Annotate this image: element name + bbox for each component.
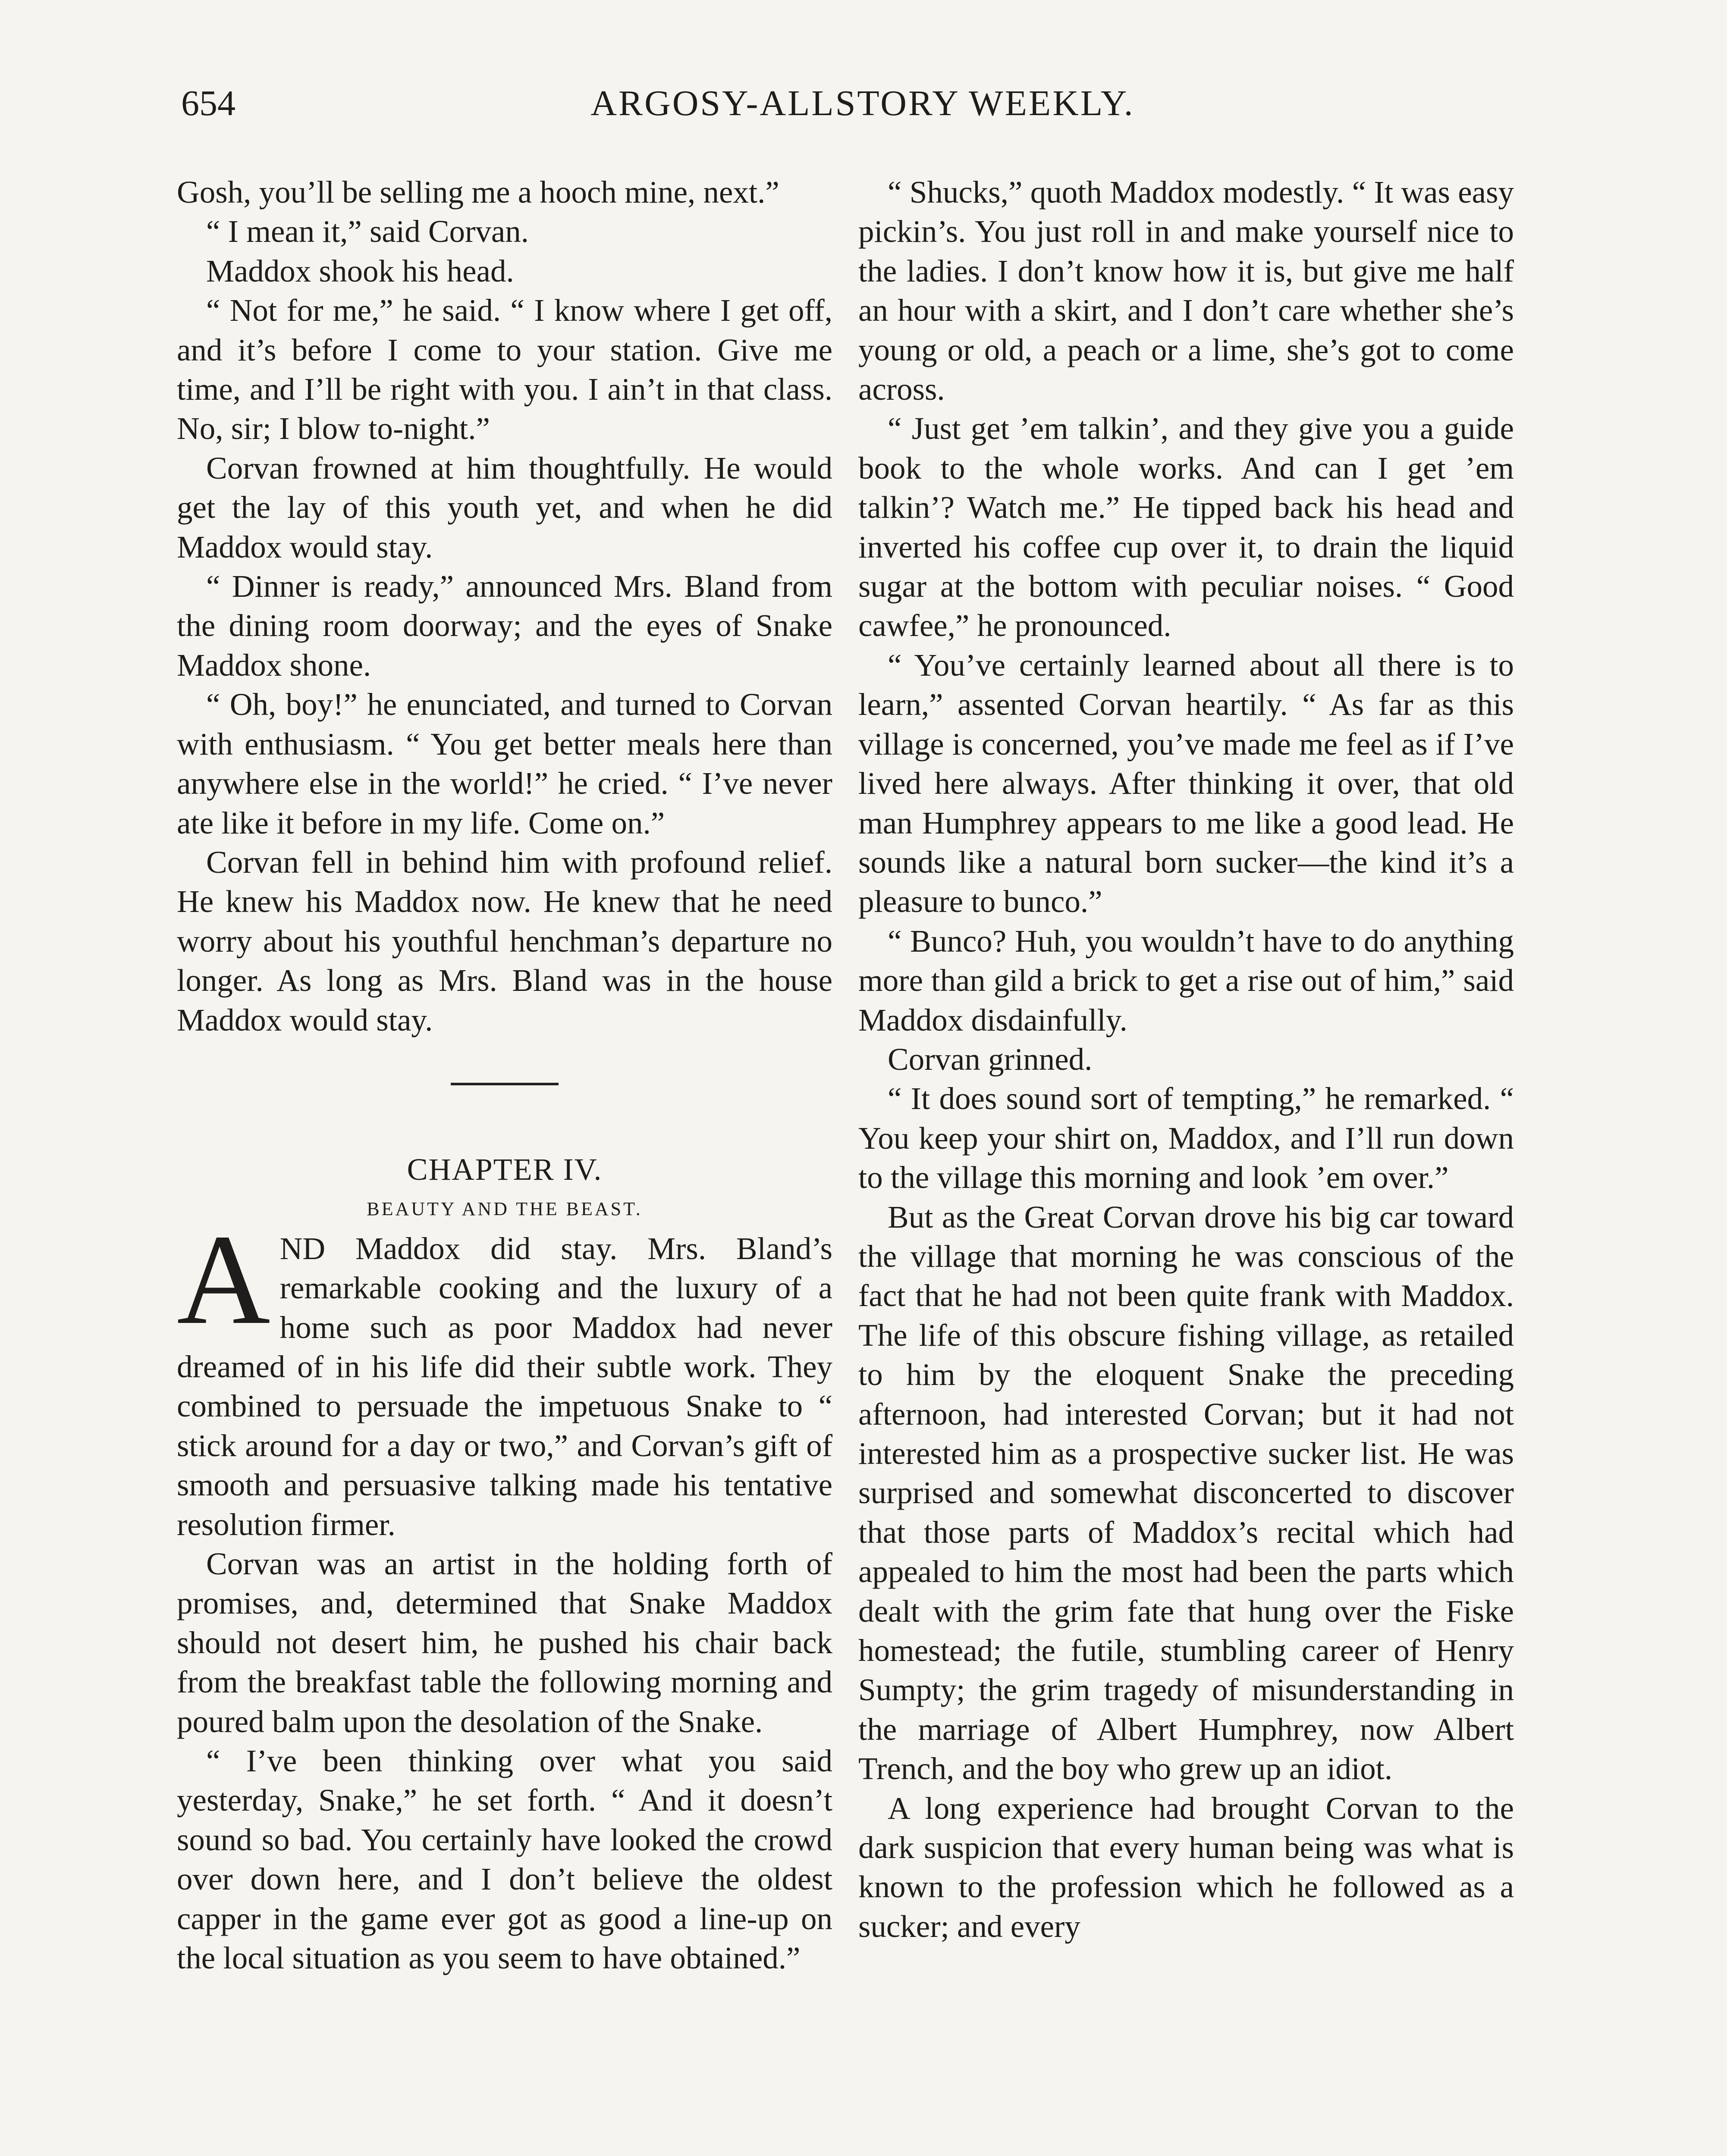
paragraph: Corvan was an artist in the holding forth of promises, and, determined that Snake Maddox should not desert him, he pushed his chair back from the breakfast table the following morning and poured balm upon the desolation of the Snake. [177,1546,832,1739]
paragraph: Corvan fell in behind him with profound relief. He knew his Maddox now. He knew that he need worry about his youthful henchman’s departure no longer. As long as Mrs. Bland was in the house Maddox would stay. [177,844,832,1037]
paragraph: But as the Great Corvan drove his big car toward the village that morning he was conscious of the fact that he had not been quite frank with Maddox. The life of this obscure fishing village, as retailed to him by the eloquent Snake the preceding afternoon, had interested Corvan; but it had not interested him as a prospective sucker list. He was surprised and somewhat disconcerted to discover that those parts of Maddox’s recital which had appealed to him the most had been the parts which dealt with the grim fate that hung over the Fiske homestead; the futile, stumbling career of Henry Sumpty; the grim tragedy of misunderstanding in the marriage of Albert Humphrey, now Albert Trench, and the boy who grew up an idiot. [858,1199,1514,1786]
paragraph: Corvan grinned. [888,1041,1093,1077]
paragraph: Corvan frowned at him thoughtfully. He would get the lay of this youth yet, and when he did Maddox would stay. [177,450,832,564]
paragraph: “ Oh, boy!” he enunciated, and turned to Corvan with enthusiasm. “ You get better meals here than anywhere else in the world!” he cried. “ I’ve never ate like it before in my life. Come on.” [177,687,832,840]
page-number: 654 [181,83,236,123]
page-header [0,73,1727,134]
chapter-subtitle: BEAUTY AND THE BEAST. [367,1198,643,1220]
opening-paragraph-text: ND Maddox did stay. Mrs. Bland’s remarkable cooking and the luxury of a home such as poor Maddox had never dreamed of in his life did their subtle work. They combined to persuade the impetuous Snake to “ stick around for a day or two,” and Corvan’s gift of smooth and persuasive talking made his tentative resolution firmer. [177,1231,832,1542]
chapter-title: CHAPTER IV. [407,1152,603,1187]
drop-cap-letter: A [177,1207,270,1351]
paragraph: “ Not for me,” he said. “ I know where I get off, and it’s before I come to your station. Give me time, and I’ll be right with you. I ain’t in that class. No, sir; I blow to-night.” [177,293,832,446]
right-column [858,172,1514,1946]
paragraph: Maddox shook his head. [206,253,514,288]
paragraph: A long experience had brought Corvan to the dark suspicion that every human being was what is known to the profession which he followed as a sucker; and every [858,1790,1514,1944]
left-column [177,172,832,1977]
running-head: ARGOSY-ALLSTORY WEEKLY. [590,83,1135,123]
paragraph: “ Just get ’em talkin’, and they give you a guide book to the whole works. And can I get ’em talkin’? Watch me.” He tipped back his head and inverted his coffee cup over it, to drain the liquid sugar at the bottom with peculiar noises. “ Good cawfee,” he pronounced. [858,411,1514,643]
section-divider [451,1083,559,1085]
paragraph: “ I mean it,” said Corvan. [206,214,529,249]
paragraph: “ It does sound sort of tempting,” he remarked. “ You keep your shirt on, Maddox, and I’ll run down to the village this morning and look ’em over.” [858,1081,1514,1195]
paragraph: “ I’ve been thinking over what you said yesterday, Snake,” he set forth. “ And it doesn’t sound so bad. You certainly have looked the crowd over down here, and I don’t believe the oldest capper in the game ever got as good a line-up on the local situation as you seem to have obtained.” [177,1743,832,1976]
paragraph: “ Shucks,” quoth Maddox modestly. “ It was easy pickin’s. You just roll in and make yourself nice to the ladies. I don’t know how it is, but give me half an hour with a skirt, and I don’t care whether she’s young or old, a peach or a lime, she’s got to come across. [858,175,1514,407]
paragraph: Gosh, you’ll be selling me a hooch mine, next.” [177,175,779,210]
paragraph: “ Dinner is ready,” announced Mrs. Bland from the dining room doorway; and the eyes of Snake Maddox shone. [177,569,832,683]
paragraph: “ You’ve certainly learned about all there is to learn,” assented Corvan heartily. “ As far as this village is concerned, you’ve made me feel as if I’ve lived here always. After thinking it over, that old man Humphrey appears to me like a good lead. He sounds like a natural born sucker—the kind it’s a pleasure to bunco.” [858,647,1514,919]
paragraph: “ Bunco? Huh, you wouldn’t have to do anything more than gild a brick to get a rise out of him,” said Maddox disdainfully. [858,923,1514,1037]
